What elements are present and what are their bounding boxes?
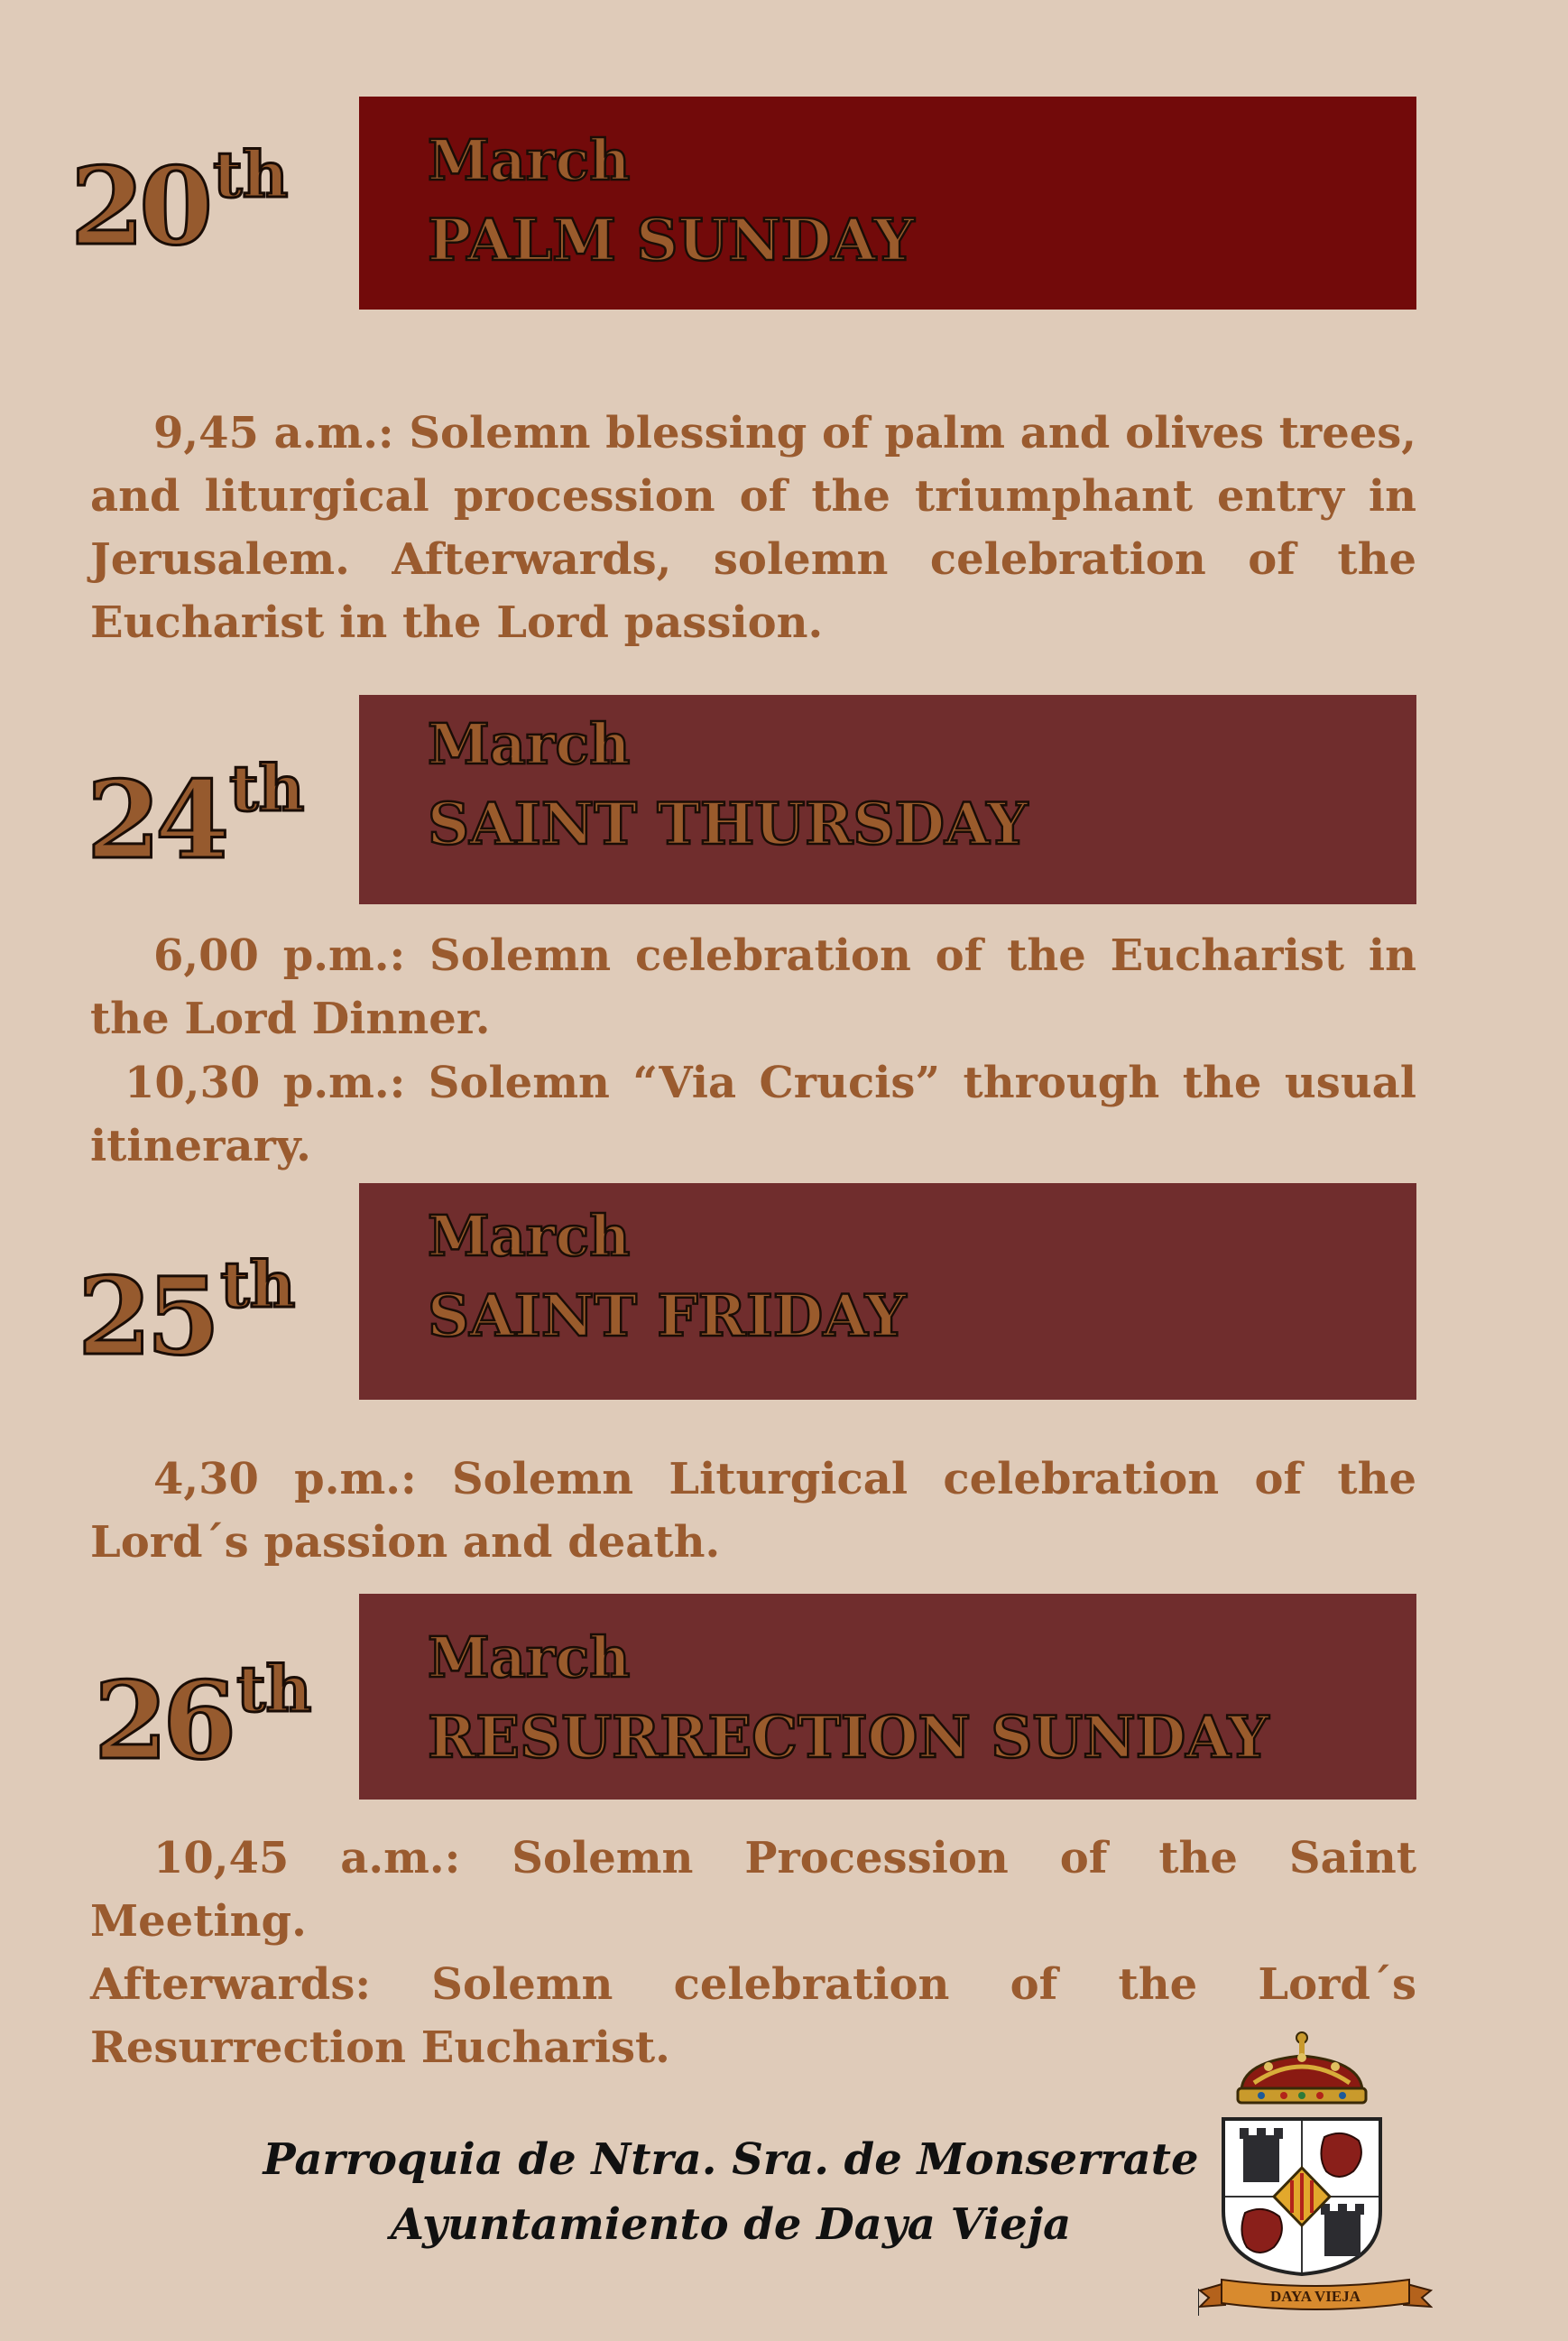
event-title: RESURRECTION SUNDAY bbox=[428, 1704, 1269, 1772]
event-month: March bbox=[428, 1203, 631, 1269]
shield-icon bbox=[1223, 2119, 1380, 2274]
event-detail: 9,45 a.m.: Solemn blessing of palm and olives trees, and liturgical procession of the triumphant entry in Jerusalem. Afterwards, solemn celebration of the Eucharist in the Lord passion. bbox=[90, 408, 1416, 648]
event-title: PALM SUNDAY bbox=[428, 207, 915, 274]
footer-parish: Parroquia de Ntra. Sra. de Monserrate bbox=[263, 2134, 1199, 2185]
footer-council: Ayuntamiento de Daya Vieja bbox=[390, 2199, 1072, 2250]
ribbon-icon bbox=[1200, 2280, 1431, 2309]
event-month: March bbox=[428, 1624, 631, 1690]
coat-of-arms-icon bbox=[1198, 2031, 1433, 2323]
event-title: SAINT THURSDAY bbox=[428, 791, 1028, 858]
event-detail: Afterwards: Solemn celebration of the Lord´s Resurrection Eucharist. bbox=[90, 1959, 1416, 2073]
event-detail: 10,45 a.m.: Solemn Procession of the Saint Meeting. bbox=[90, 1833, 1416, 1947]
event-detail: 10,30 p.m.: Solemn “Via Crucis” through the usual itinerary. bbox=[90, 1058, 1416, 1171]
event-banner bbox=[359, 695, 1416, 904]
day-suffix: th bbox=[229, 751, 305, 826]
day-value: 20 bbox=[70, 143, 208, 269]
day-suffix: th bbox=[213, 137, 289, 212]
day-value: 25 bbox=[78, 1254, 216, 1379]
day-number bbox=[78, 1247, 296, 1379]
footer bbox=[226, 2127, 1236, 2257]
event-detail: 4,30 p.m.: Solemn Liturgical celebration of the Lord´s passion and death. bbox=[90, 1454, 1416, 1568]
event-banner bbox=[359, 97, 1416, 310]
day-suffix: th bbox=[236, 1652, 312, 1726]
crown-icon bbox=[1238, 2032, 1366, 2103]
event-banner bbox=[359, 1183, 1416, 1400]
day-value: 26 bbox=[94, 1658, 232, 1783]
event-title: SAINT FRIDAY bbox=[428, 1282, 907, 1350]
event-month: March bbox=[428, 711, 631, 777]
svg-text:DAYA VIEJA: DAYA VIEJA bbox=[1270, 2288, 1360, 2305]
day-suffix: th bbox=[220, 1247, 296, 1322]
day-number bbox=[70, 137, 289, 269]
day-number bbox=[87, 751, 305, 883]
event-month: March bbox=[428, 127, 631, 193]
event-banner bbox=[359, 1594, 1416, 1800]
event-detail: 6,00 p.m.: Solemn celebration of the Eucharist in the Lord Dinner. bbox=[90, 930, 1416, 1044]
day-number bbox=[94, 1652, 312, 1783]
day-value: 24 bbox=[87, 757, 225, 883]
